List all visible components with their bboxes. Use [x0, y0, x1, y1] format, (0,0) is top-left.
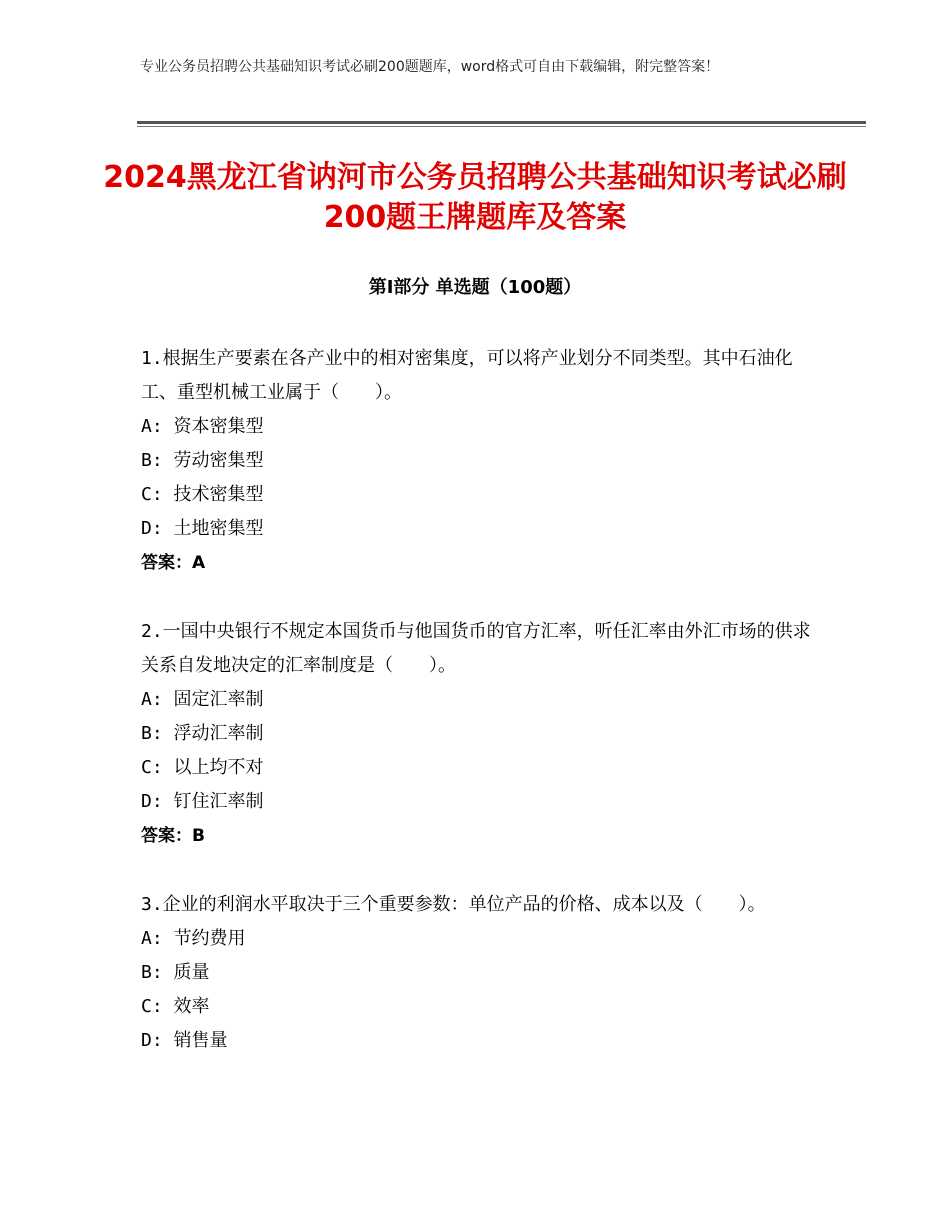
option-c: C: 技术密集型	[141, 484, 264, 505]
option-b: B: 劳动密集型	[141, 450, 264, 471]
option-c: C: 以上均不对	[141, 757, 264, 778]
answer: 答案：A	[141, 553, 206, 573]
section-heading: 第Ⅰ部分 单选题（100题）	[368, 277, 582, 298]
document-title: 2024黑龙江省讷河市公务员招聘公共基础知识考试必刷200题王牌题库及答案	[103, 160, 847, 235]
option-d: D: 钉住汇率制	[141, 791, 264, 812]
header-divider-thin	[137, 126, 866, 127]
option-b: B: 质量	[141, 962, 210, 983]
option-a: A: 固定汇率制	[141, 689, 264, 710]
question-stem: 1.根据生产要素在各产业中的相对密集度，可以将产业划分不同类型。其中石油化工、重型机械工业属于（ ）。	[141, 348, 793, 403]
option-b: B: 浮动汇率制	[141, 723, 264, 744]
question-stem: 2.一国中央银行不规定本国货币与他国货币的官方汇率，听任汇率由外汇市场的供求关系自发地决定的汇率制度是（ ）。	[141, 621, 811, 676]
answer: 答案：B	[141, 826, 205, 846]
header-divider-thick	[137, 121, 866, 124]
question-stem: 3.企业的利润水平取决于三个重要参数：单位产品的价格、成本以及（ ）。	[141, 894, 766, 915]
option-c: C: 效率	[141, 996, 210, 1017]
option-a: A: 资本密集型	[141, 416, 264, 437]
question-2	[141, 615, 811, 853]
question-3	[141, 888, 811, 1058]
option-d: D: 销售量	[141, 1030, 228, 1051]
header-note: 专业公务员招聘公共基础知识考试必刷200题题库，word格式可自由下载编辑，附完整答案！	[140, 59, 720, 75]
option-a: A: 节约费用	[141, 928, 246, 949]
option-d: D: 土地密集型	[141, 518, 264, 539]
question-1	[141, 342, 811, 580]
